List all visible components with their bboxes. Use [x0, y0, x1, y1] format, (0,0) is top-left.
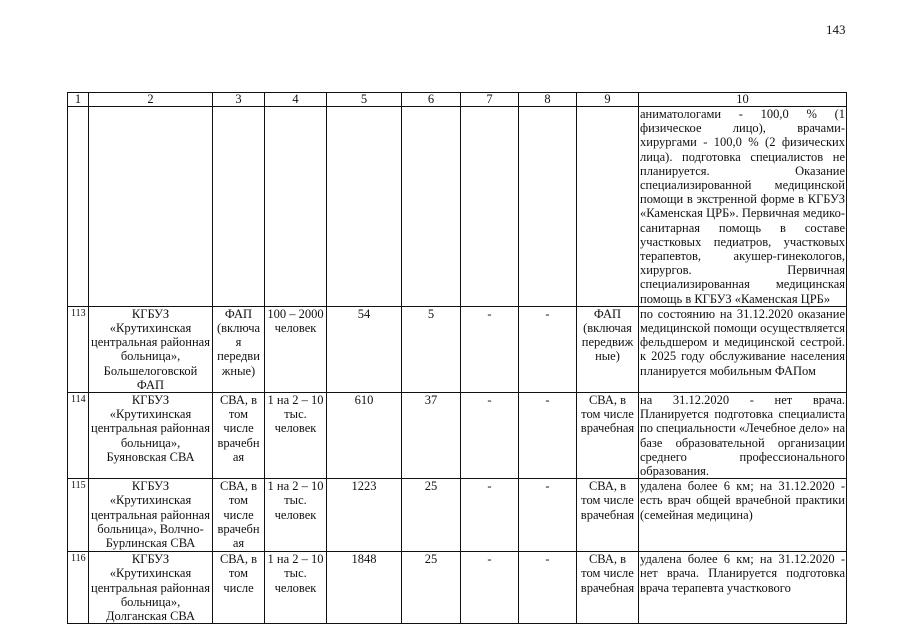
population-norm: 1 на 2 – 10 тыс. человек — [265, 479, 327, 552]
cell-col5: 54 — [327, 306, 402, 392]
cell-col9: СВА, в том числе врачебная — [577, 479, 639, 552]
cell-col6: 25 — [402, 479, 461, 552]
header-cell: 2 — [89, 93, 213, 107]
cell-col8: - — [519, 393, 577, 479]
cell-col5: 1848 — [327, 552, 402, 624]
table-row — [68, 552, 847, 624]
row-number: 113 — [68, 306, 89, 392]
institution-name: КГБУЗ «Крутихинская центральная районная больница», Большелоговской ФАП — [89, 306, 213, 392]
institution-name: КГБУЗ «Крутихинская центральная районная больница», Долганская СВА — [89, 552, 213, 624]
cell-col7: - — [461, 479, 519, 552]
population-norm: 100 – 2000 человек — [265, 306, 327, 392]
cell-col10: по состоянию на 31.12.2020 оказание медицинской помощи осуществляется фельдшером и медицинской сестрой. к 2025 году обслуживание населения планируется мобильным ФАПом — [639, 306, 847, 392]
facility-type: СВА, в том числе — [213, 552, 265, 624]
row-number: 115 — [68, 479, 89, 552]
header-cell: 5 — [327, 93, 402, 107]
cell-col7: - — [461, 306, 519, 392]
cell-col6: 25 — [402, 552, 461, 624]
cell-col5: 610 — [327, 393, 402, 479]
header-cell: 8 — [519, 93, 577, 107]
row-number: 114 — [68, 393, 89, 479]
row-number: 116 — [68, 552, 89, 624]
header-cell: 10 — [639, 93, 847, 107]
header-cell: 3 — [213, 93, 265, 107]
header-cell: 1 — [68, 93, 89, 107]
facility-type: ФАП (включая передвижные) — [213, 306, 265, 392]
population-norm: 1 на 2 – 10 тыс. человек — [265, 393, 327, 479]
header-cell: 4 — [265, 93, 327, 107]
table-header-row — [68, 93, 847, 107]
table-row — [68, 306, 847, 392]
cell-col8: - — [519, 479, 577, 552]
table-row — [68, 393, 847, 479]
cell-col10: удалена более 6 км; на 31.12.2020 - нет врача. Планируется подготовка врача терапевта участкового — [639, 552, 847, 624]
cell-col9: СВА, в том числе врачебная — [577, 552, 639, 624]
data-table — [67, 92, 847, 624]
header-cell: 9 — [577, 93, 639, 107]
cell-col6: 5 — [402, 306, 461, 392]
cell-col7: - — [461, 552, 519, 624]
cell-col9: ФАП (включая передвижные) — [577, 306, 639, 392]
institution-name: КГБУЗ «Крутихинская центральная районная больница», Буяновская СВА — [89, 393, 213, 479]
cell-col9: СВА, в том числе врачебная — [577, 393, 639, 479]
cell-col7: - — [461, 393, 519, 479]
table-row — [68, 479, 847, 552]
population-norm: 1 на 2 – 10 тыс. человек — [265, 552, 327, 624]
facility-type: СВА, в том числе врачебная — [213, 393, 265, 479]
facility-type: СВА, в том числе врачебная — [213, 479, 265, 552]
cell-col6: 37 — [402, 393, 461, 479]
cell-col8: - — [519, 552, 577, 624]
page-number: 143 — [826, 22, 846, 37]
cell-col5: 1223 — [327, 479, 402, 552]
header-cell: 6 — [402, 93, 461, 107]
header-cell: 7 — [461, 93, 519, 107]
table-row-continuation — [68, 107, 847, 307]
institution-name: КГБУЗ «Крутихинская центральная районная больница», Волчно-Бурлинская СВА — [89, 479, 213, 552]
cell-col10: на 31.12.2020 - нет врача. Планируется подготовка специалиста по специальности «Лечебное дело» на базе образовательной организации среднего профессионального образования. — [640, 393, 845, 479]
continuation-text: аниматологами - 100,0 % (1 физическое лицо), врачами-хирургами - 100,0 % (2 физических лица). подготовка специалистов не планируется. Оказание специализированной медицинской помощи в экстренной форме в КГБУЗ «Каменская ЦРБ». Первичная медико-санитарная помощь в составе участковых педиатров, участковых терапевтов, акушер-гинекологов, хирургов. Первичная специализированная медицинская помощь в КГБУЗ «Каменская ЦРБ» — [640, 107, 845, 306]
cell-col10: удалена более 6 км; на 31.12.2020 - есть врач общей врачебной практики (семейная медицина) — [639, 479, 847, 552]
cell-col8: - — [519, 306, 577, 392]
